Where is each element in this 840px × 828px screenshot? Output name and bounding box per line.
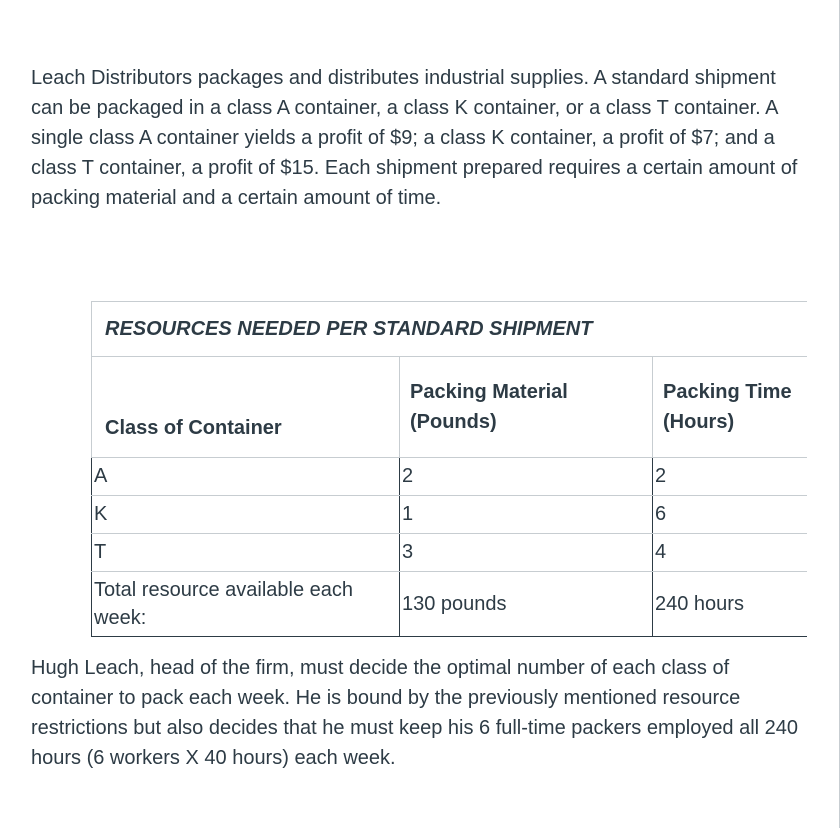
table-header-row: [92, 357, 807, 458]
cell-material: 3: [400, 534, 653, 572]
resources-table: [91, 301, 807, 637]
total-label: Total resource available each week:: [92, 572, 400, 637]
closing-paragraph: Hugh Leach, head of the firm, must decide the optimal number of each class of container to pack each week. He is bound by the previously mentioned resource restrictions but also decides that he must keep his 6 full-time packers employed all 240 hours (6 workers X 40 hours) each week.: [31, 657, 799, 769]
total-material: 130 pounds: [400, 572, 653, 637]
cell-time: 2: [653, 458, 807, 496]
header-class: Class of Container: [92, 357, 400, 458]
cell-time: 4: [653, 534, 807, 572]
table-caption: RESOURCES NEEDED PER STANDARD SHIPMENT: [92, 302, 807, 357]
header-material-line2: (Pounds): [410, 411, 497, 433]
cell-time: 6: [653, 496, 807, 534]
cell-material: 2: [400, 458, 653, 496]
header-material-line1: Packing Material: [410, 381, 568, 403]
table-row: [92, 534, 807, 572]
total-time: 240 hours: [653, 572, 807, 637]
header-time: [653, 357, 807, 458]
cell-class: T: [92, 534, 400, 572]
intro-paragraph: Leach Distributors packages and distributes industrial supplies. A standard shipment can be packaged in a class A container, a class K container, or a class T container. A single class A container yields a profit of $9; a class K container, a profit of $7; and a class T container, a profit of $15. Each shipment prepared requires a certain amount of packing material and a certain amount of time.: [31, 67, 798, 209]
table-row: [92, 496, 807, 534]
table-row: [92, 458, 807, 496]
table-caption-row: [92, 302, 807, 357]
cell-material: 1: [400, 496, 653, 534]
header-time-line1: Packing Time: [663, 381, 792, 403]
cell-class: A: [92, 458, 400, 496]
cell-class: K: [92, 496, 400, 534]
header-material: [400, 357, 653, 458]
header-time-line2: (Hours): [663, 411, 735, 433]
table-total-row: [92, 572, 807, 637]
